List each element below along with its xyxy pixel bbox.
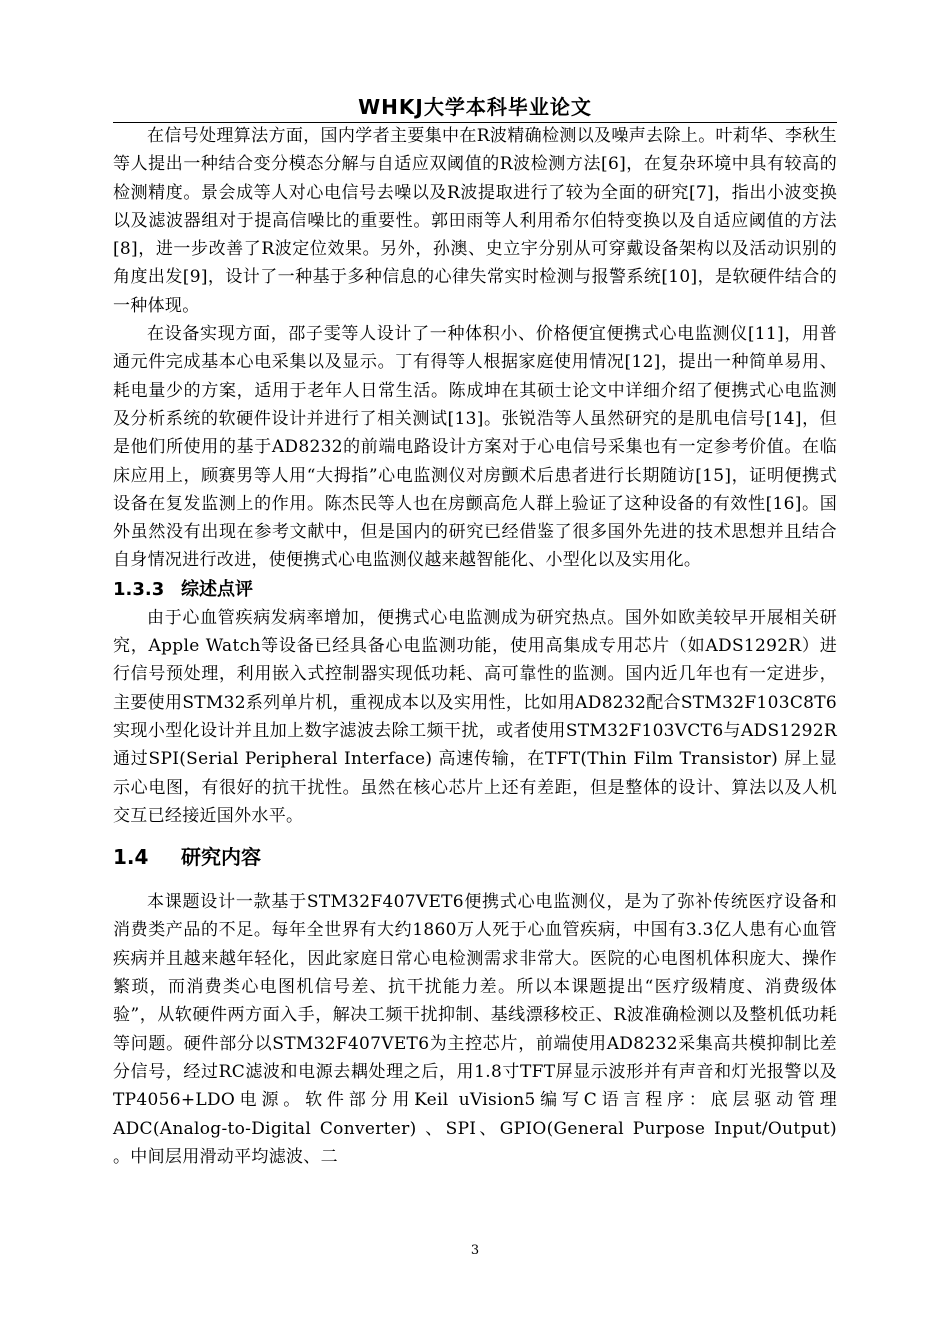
paragraph-review-comments: 由于心血管疾病发病率增加，便携式心电监测成为研究热点。国外如欧美较早开展相关研究，Apple Watch等设备已经具备心电监测功能，使用高集成专用芯片（如ADS1292R）进行信号预处理，利用嵌入式控制器实现低功耗、高可靠性的监测。国内近几年也有一定进步，主要使用STM32系列单片机，重视成本以及实用性，比如用AD8232配合STM32F103C8T6实现小型化设计并且加上数字滤波去除工频干扰，或者使用STM32F103VCT6与ADS1292R通过SPI(Serial Peripheral Interface) 高速传输，在TFT(Thin Film Transistor) 屏上显示心电图，有很好的抗干扰性。虽然在核心芯片上还有差距，但是整体的设计、算法以及人机交互已经接近国外水平。 [113, 607, 837, 826]
page-number: 3 [470, 1243, 480, 1258]
section-heading-1-3-3 [113, 577, 837, 603]
section-title: 综述点评 [181, 578, 253, 600]
paragraph-research-content: 本课题设计一款基于STM32F407VET6便携式心电监测仪，是为了弥补传统医疗设备和消费类产品的不足。每年全世界有大约1860万人死于心血管疾病，中国有3.3亿人患有心血管疾病并且越来越年轻化，因此家庭日常心电检测需求非常大。医院的心电图机体积庞大、操作繁琐，而消费类心电图机信号差、抗干扰能力差。所以本课题提出“医疗级精度、消费级体验”，从软硬件两方面入手，解决工频干扰抑制、基线漂移校正、R波准确检测以及整机低功耗等问题。硬件部分以STM32F407VET6为主控芯片，前端使用AD8232采集高共模抑制比差分信号，经过RC滤波和电源去耦处理之后，用1.8寸TFT屏显示波形并有声音和灯光报警以及TP4056+LDO电源。软件部分用Keil uVision5编写C语言程序：底层驱动管理ADC(Analog-to-Digital Converter) 、SPI、GPIO(General Purpose Input/Output) 。中间层用滑动平均滤波、二 [113, 892, 837, 1167]
page-header-title: WHKJ大学本科毕业论文 [358, 95, 592, 119]
section-number: 1.3.3 [113, 578, 165, 600]
section-title: 研究内容 [181, 845, 261, 870]
section-heading-1-4 [113, 842, 837, 872]
paragraph-signal-processing: 在信号处理算法方面，国内学者主要集中在R波精确检测以及噪声去除上。叶莉华、李秋生等人提出一种结合变分模态分解与自适应双阈值的R波检测方法[6]，在复杂环境中具有较高的检测精度。景会成等人对心电信号去噪以及R波提取进行了较为全面的研究[7]，指出小波变换以及滤波器组对于提高信噪比的重要性。郭田雨等人利用希尔伯特变换以及自适应阈值的方法[8]，进一步改善了R波定位效果。另外，孙澳、史立宇分别从可穿戴设备架构以及活动识别的角度出发[9]，设计了一种基于多种信息的心律失常实时检测与报警系统[10]，是软硬件结合的一种体现。 [113, 126, 837, 316]
document-body [113, 122, 837, 1171]
paragraph-device-implementation: 在设备实现方面，邵子雯等人设计了一种体积小、价格便宜便携式心电监测仪[11]，用普通元件完成基本心电采集以及显示。丁有得等人根据家庭使用情况[12]，提出一种简单易用、耗电量少的方案，适用于老年人日常生活。陈成坤在其硕士论文中详细介绍了便携式心电监测及分析系统的软硬件设计并进行了相关测试[13]。张锐浩等人虽然研究的是肌电信号[14]，但是他们所使用的基于AD8232的前端电路设计方案对于心电信号采集也有一定参考价值。在临床应用上，顾赛男等人用“大拇指”心电监测仪对房颤术后患者进行长期随访[15]，证明便携式设备在复发监测上的作用。陈杰民等人也在房颤高危人群上验证了这种设备的有效性[16]。国外虽然没有出现在参考文献中，但是国内的研究已经借鉴了很多国外先进的技术思想并且结合自身情况进行改进，使便携式心电监测仪越来越智能化、小型化以及实用化。 [113, 324, 837, 571]
section-number: 1.4 [113, 845, 149, 870]
